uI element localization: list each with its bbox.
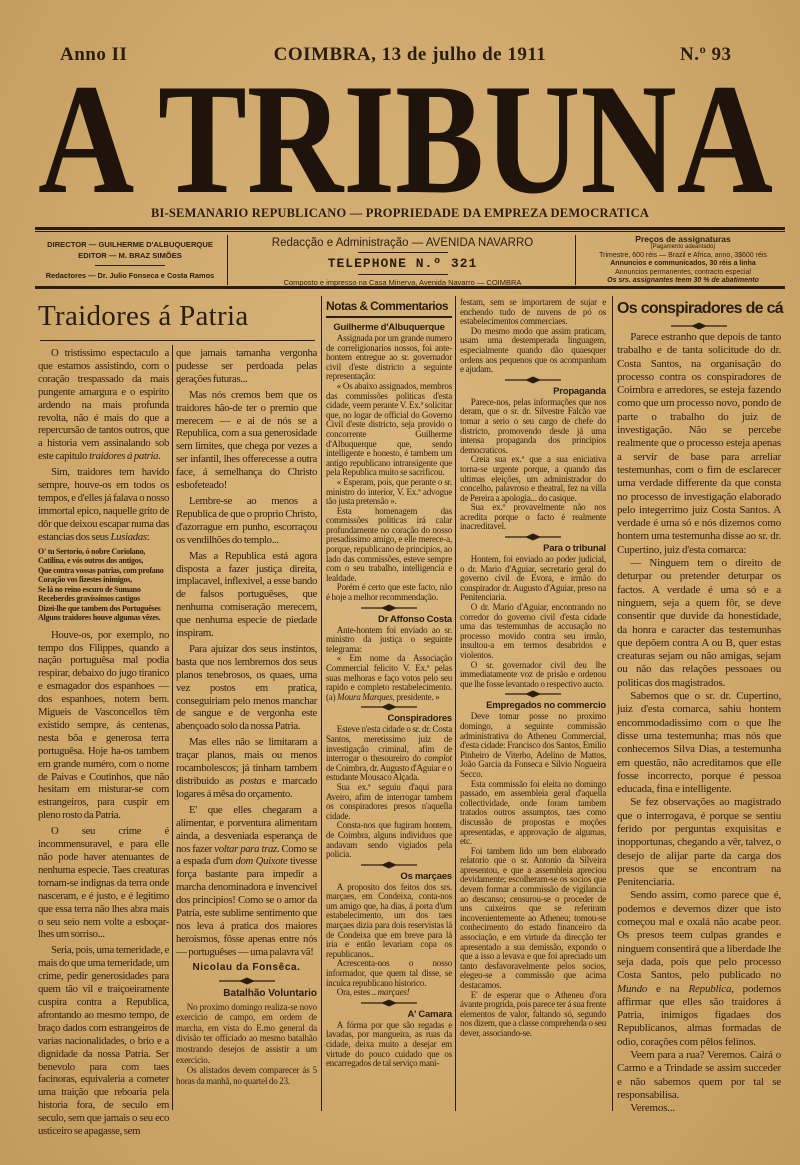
newspaper-subtitle: BI-SEMANARIO REPUBLICANO — PROPRIEDADE DA EMPREZA DEMOCRATICA <box>150 206 650 220</box>
paragraph <box>617 796 781 889</box>
text-run: Os alistados devem comparecer ás 5 horas da manhã, no quartel do 23. <box>176 1065 317 1086</box>
article-heading: A' Camara <box>407 1008 452 1020</box>
article-heading: Dr Affonso Costa <box>378 613 452 625</box>
column-rule <box>612 296 613 1111</box>
newspaper-title <box>38 72 773 197</box>
paragraph <box>326 583 452 602</box>
verse-line: Coração vos fizestes inimigos, <box>38 575 132 585</box>
italic-text: voltar para traz <box>214 842 277 855</box>
ornament-divider-icon <box>460 689 606 699</box>
paragraph <box>326 959 452 988</box>
column-rule <box>455 296 456 1111</box>
section-title: Notas & Commentarios <box>326 298 452 318</box>
paragraph <box>176 804 317 959</box>
text-run: Lembre-se ao menos a Republica de que o proprio Christo, d'azorrague em punho, escorraçou os vendilhões do templo... <box>176 494 317 546</box>
subscription-prices: Trimestre, 600 réis — Brazil e Africa, anno, 3$600 réis <box>599 251 767 259</box>
text-run: que jamais tamanha vergonha pudesse ser perdoada pelas gerações futuras... <box>176 347 317 385</box>
text-run: E' que elles chegaram a alimentar, e porventura alimentam ainda, a desveniada esperança de nos fazer <box>176 803 317 855</box>
verse-line: Se lá no reino escuro de Sumano <box>38 584 141 594</box>
article-heading: Os marçaes <box>400 870 452 882</box>
text-run: Deve tomar posse no proximo domingo, a seguinte commissão administrativa do Atheneu Commercial, d'esta cidade: Francisco dos Santos, Emilio Pinheiro de Viterbo, Adelino de Mattos, João Garcia da Fonseca e Silvio Nogueira Secco. <box>460 711 606 779</box>
text-run: , presidente. » <box>392 691 440 702</box>
paragraph <box>617 331 781 557</box>
paragraph <box>176 347 317 386</box>
paragraph <box>460 991 606 1039</box>
verse-line: Catilina, e vós outros dos antigos, <box>38 556 144 566</box>
text-run: Sim, traidores tem havido sempre, houve-os em todos os tempos, e d'elles já falava o nosso immortal epico, naquelle grito de dôr que deixou escapar numa das estancias dos seus <box>38 466 169 543</box>
text-run: , podemos affirmar que elles são traidores á Patria, inimigos figadaes dos Republicanos, almas formadas de odio, corações com pêlos felinos. <box>617 982 781 1048</box>
payment-note: (Pagamento adeantado) <box>650 244 716 251</box>
paragraph <box>176 736 317 801</box>
paragraph <box>38 466 169 543</box>
paragraph <box>326 1021 452 1069</box>
paragraph <box>460 555 606 603</box>
text-run: . Como se a espada d'um <box>176 842 317 868</box>
text-run: Foi tambem lido um bem elaborado relatorio que o sr. Antonio da Silveira apresentou, e que a assembleia apreciou devidamente; escolheram-se os socios que devem formar a commissão de vigilancia ao descanso; censurou-se o proceder de uns caixeiros que se referiram incovenientemente ao Atheneu; tomou-se conhecimento do estado financeiro da associação, e em virtude da direcção ter apresentado a sua demissão, expondo o que a isso a levava e que foi apreciado um tanto desfavoravelmente pelos socios, elegeu-se a commissão que acima destacamos. <box>460 845 606 990</box>
text-run: Mas a Republica está agora disposta a fazer justiça direita, implacavel, inflexivel, a esse bando de falsos portuguêses, que nenhuma comiseração merecem, que nenhuma especie de piedade inspiram. <box>176 549 317 640</box>
paragraph <box>326 883 452 960</box>
text-run: Sabemos que o sr. dr. Cupertino, juiz d'esta comarca, sahiu hontem encommodadissimo com o que lhe disse uma testemunha; mas nós que conhecemos Silva Dias, a testemunha em questão, não acreditamos que elle fosse incorrecto, porque é pessoa educada, fina e intelligente. <box>617 690 781 796</box>
text-run: Sendo assim, como parece que é, podemos e devemos dizer que isto começou mal e oxalá não acabe peor. Os presos teem culpas grandes e ninguem consentirá que a liberdade lhe seja dada, pois que pelo processo Costa Santos, pelo publicado no <box>617 889 781 982</box>
italic-text: marçaes! <box>377 987 410 998</box>
column-rule <box>321 296 322 1111</box>
text-run: de Coimbra, dr. Augusto d'Aguiar e o estudante Mousaco Alçada. <box>326 762 452 783</box>
paragraph <box>460 455 606 503</box>
newspaper-title-text: A TRIBUNA <box>38 72 773 197</box>
director-line: DIRECTOR — GUILHERME D'ALBUQUERQUE <box>47 240 213 249</box>
italic-text: Republica <box>688 982 732 995</box>
paragraph <box>326 626 452 655</box>
ornament-divider-icon <box>326 702 452 712</box>
text-run: e na <box>647 982 689 995</box>
text-run: E' de esperar que o Atheneu d'ora ávante progrida, pois parece ter á sua frente elementos de valor, faltando só, segundo nos dizem, que a classe comprehenda o seu dever, associando-se. <box>460 989 606 1038</box>
paragraph <box>460 603 606 661</box>
article-heading: Batalhão Voluntario <box>223 987 317 999</box>
text-run: O dr. Mario d'Aguiar, encontrando no corredor do governo civil d'esta cidade uma das testemunhas de accusação no processo movido contra seu irmão, insultou-a em termos desabridos e violentos. <box>460 602 606 660</box>
text-run: Esta commissão foi eleita no domingo passado, em assembleia geral d'aquella collectividade, onde foram tambem tratados outros assumptos, taes como discussão de propostas e moções apresentadas, e approvação de algumas, etc. <box>460 778 606 847</box>
text-run: O tristissimo espectaculo a que estamos assistindo, com o coração trespassado da mais pungente amargura e o espirito ardendo na mais profunda revolta, não é mais do que a repercursão de tantos outros, que a historia vem assinalando sob este capitulo <box>38 347 169 463</box>
ad-prices: Annuncios e communicados, 30 réis a linha <box>610 260 756 268</box>
paragraph <box>326 725 452 783</box>
dateline: COIMBRA, 13 de julho de 1911 <box>273 44 547 65</box>
divider-line <box>358 252 448 253</box>
ornament-divider-icon <box>460 532 606 542</box>
text-run: « Em nome da Associação Commercial felicito V. Ex.ª pelas suas melhoras e faço votos pelo seu rapido e completo restabelecimento. (a) <box>326 653 452 702</box>
paragraph <box>326 334 452 382</box>
verse-line: O' tu Sertorio, ó nobre Coriolano, <box>38 546 146 556</box>
text-run: Porém é certo que este facto, não é hoje a melhor recommendação. <box>326 582 452 603</box>
text-run: Ora, estes .. <box>336 987 378 998</box>
article-headline: Os conspiradores de cá <box>617 300 784 317</box>
text-run: . <box>158 450 161 463</box>
ornament-divider-icon <box>460 375 606 385</box>
paragraph <box>617 889 781 1049</box>
text-run: O sr. governador civil deu lhe immediatamente voz de prisão e ordenou que lhe fosse levantado o respectivo aucto. <box>460 659 606 689</box>
rule <box>40 340 315 341</box>
address-box <box>230 234 575 286</box>
text-run: festam, sem se importarem de sujar e enchendo tudo de nuvens de pó os estabelecimentos commerciaes. <box>460 297 606 327</box>
author-signature: Nicolau da Fonsêca. <box>192 961 301 973</box>
paragraph <box>176 389 317 492</box>
text-run: Creia sua ex.ª que a sua eniciativa torna-se urgente porque, a quando das ultimas eleições, um administrador do concelho, palavroso e theatral, fez na villa de Pereira a apologia... do casique. <box>460 454 606 503</box>
article-heading: Guilherme d'Albuquerque <box>333 322 445 333</box>
article-heading: Conspiradores <box>387 713 452 725</box>
paragraph <box>176 495 317 547</box>
text-run: Sua ex.ª provavelmente não nos acredita porque o facto é realmente inacreditavel. <box>460 502 606 532</box>
italic-text: traidores á patria <box>89 450 159 463</box>
text-run: Para ajuizar dos seus instintos, basta que nos lembremos dos seus planos tenebrosos, os quaes, uma vez postos em pratica, conseguiriam pelo menos manchar de sangue e de vergonha este abençoado solo da nossa Patria. <box>176 642 317 733</box>
paragraph <box>176 550 317 640</box>
text-run: Mas elles não se limitaram a traçar planos, mais ou menos rocambolescos; já tinham tambem distribuido as <box>176 736 317 787</box>
editors-line: Redactores — Dr. Julio Fonseca e Costa Ramos <box>45 271 215 280</box>
paragraph <box>326 382 452 478</box>
rule <box>35 231 785 232</box>
ornament-divider-icon <box>326 998 452 1008</box>
paragraph <box>617 1049 781 1102</box>
text-run: Se fez observações ao magistrado que o interrogava, é porque se sentiu ferido por perguntas exquisitas e inopportunas, chegando a vêr, talvez, o desejo de alijar parte da carga dos presos que se encontram na Penitenciaria. <box>617 796 781 889</box>
paragraph <box>176 643 317 733</box>
text-run: Esta homenagem das commissões politicas irá calar profundamente no coração do nosso presadissimo amigo, e elle merece-a, porque, republicano de principios, ao lado das commissões, esteve sempre com o seu trabalho, intelligencia e lealdade. <box>326 505 452 583</box>
paragraph <box>617 557 781 690</box>
subscription-title: Preços de assignaturas <box>635 234 731 244</box>
column-2 <box>176 347 317 1086</box>
italic-text: Mundo <box>617 982 648 995</box>
ornament-divider-icon <box>176 976 317 986</box>
rule <box>35 227 785 230</box>
text-run: Veremos... <box>630 1102 675 1115</box>
column-1 <box>38 347 169 1141</box>
verse-line: Que contra vossas patrias, com profano <box>38 565 164 575</box>
paragraph <box>38 825 169 941</box>
paragraph <box>38 347 169 463</box>
column-rule <box>172 345 173 1110</box>
paragraph <box>460 847 606 991</box>
text-run: A fórma por que são regadas e lavadas, por mangueira, as ruas da cidade, deixa muito a desejar em virtude do pouco cuidado que os encarregados de tal serviço mani- <box>326 1019 452 1069</box>
article-heading: Propaganda <box>553 385 606 397</box>
text-run: Parece estranho que depois de tanto trabalho e de tanta solicitude do dr. Costa Santos, na organisação do processo contra os conspiradores de Coimbra e arredores, se esteja fazendo como que um processo novo, pondo de parte o trabalho do juiz de investigação. Não se percebe realmente que o processo esteja apenas a servir de base para arreliar testemunhas, com o fim de esclarecer uma verdade differente da que consta no processo de investigação elaborado pelo integerrimo juiz Costa Santos. A verdade é uma só e nós dizemos como hontem uma testemunha disse ao sr. dr. Cupertino, juiz d'esta comarca: <box>617 331 781 556</box>
italic-text: Lusiadas <box>110 530 147 543</box>
ornament-divider-icon <box>326 603 452 613</box>
italic-text: postas <box>239 775 266 787</box>
issue-number: N.º 93 <box>680 44 732 65</box>
paragraph <box>176 1002 317 1066</box>
ornament-divider-icon <box>617 321 781 331</box>
italic-text: dom Quixote <box>235 855 288 868</box>
verse-line: Dizei-lhe que tambem dos Portuguêses <box>38 603 161 613</box>
column-5 <box>617 298 784 1116</box>
verse-line: Receberdes gravissimos castigos <box>38 594 141 604</box>
article-heading: Para o tribunal <box>543 543 606 555</box>
paragraph <box>38 629 169 823</box>
paragraph <box>326 478 452 507</box>
text-run: A proposito dos feitos dos srs. marçaes, em Condeixa, conta-nos um amigo que, ha dias, á porta d'um estabelecimento, um dos taes marçaes dizia para dois reservistas lá de Condeixa que em breve para lá iria e então levariam copa os republicanos.. <box>326 881 452 959</box>
text-run: Parece-nos, pelas informações que nos deram, que o sr. dr. Silvestre Falcão vae tomar a serio o seu cargo de chefe do districto, promovendo desde já uma intensa propaganda dos principios democraticos. <box>460 396 606 455</box>
text-run: Esteve n'esta cidade o sr. dr. Costa Santos, meretissimo juiz de investigação criminal, afim de interrogar o thesoureiro do <box>326 724 452 764</box>
divider-line <box>95 265 165 266</box>
column-3 <box>326 298 452 1069</box>
text-run: « Esperam, pois, que perante o sr. ministro do interior, V. Ex.ª advogue tão justa pretensão ». <box>326 476 452 507</box>
lead-article-headline: Traidores á Patria <box>38 300 249 332</box>
paragraph <box>617 690 781 796</box>
volume-label: Anno II <box>60 44 128 65</box>
printer-line: Composto e impresso na Casa Minerva, Avenida Navarro — COIMBRA <box>283 278 522 287</box>
staff-box <box>35 234 225 286</box>
italic-text: complot <box>424 753 452 764</box>
text-run: Acrescenta-nos o nosso informador, que quem tal disse, se inculca republicano historico. <box>326 958 452 988</box>
text-run: Mas nós cremos bem que os traidores hão-de ter o premio que merecem — e ai de nós se a Republica, com a sua generosidade sem limites, que chega por vezes a ser infantil, lhes offerecesse a outra face, á semelhança do Christo esbofeteado! <box>176 388 317 492</box>
rule <box>575 235 576 285</box>
paragraph <box>617 1102 781 1115</box>
text-run: — Ninguem tem o direito de deturpar ou pretender deturpar os factos. A verdade é uma só e a ninguem, seja a quem fôr, se deve consentir que duvide da honestidade, da honra e caracter das testemunhas que depõem contra A ou B, quer estas creaturas sejam ou não amigas, sejam ou não das relações pessoaes ou politicas dos magistrados. <box>617 557 781 689</box>
telephone-line: TELEPHONE N.º 321 <box>327 256 478 271</box>
paragraph <box>460 503 606 532</box>
paragraph <box>326 654 452 702</box>
text-run: : <box>146 530 150 543</box>
text-run: Do mesmo modo que assim praticam, usam uma destemperada linguagem, especialmente quando dão quaesquer ordens aos pequenos que os acompanham e ajudam. <box>460 325 606 375</box>
text-run: Hontem, foi enviado ao poder judicial, o dr. Mario d'Aguiar, secretario geral do governo civil de Evora, e irmão do conspirador dr. Augusto d'Aguiar, preso na Penitenciaria. <box>460 554 606 603</box>
text-run: Ante-hontem foi enviado ao sr. ministro da justiça o seguinte telegrama: <box>326 624 452 654</box>
paragraph <box>326 988 452 998</box>
text-run: e marcado logares á mêsa do orçamento. <box>176 775 318 800</box>
paragraph <box>326 783 452 821</box>
paragraph <box>460 398 606 456</box>
paragraph <box>460 661 606 690</box>
column-4 <box>460 298 606 1039</box>
text-run: Sua ex.ª seguiu d'aqui para Aveiro, afim de interrogar tambem os conspiradores presos n'aquella cidade. <box>326 781 452 821</box>
text-run: Houve-os, por exemplo, no tempo dos Filippes, quando a nação portuguêsa mal podia respirar, debaixo do jugo tiranico e esmagador dos espanhoes — dos espanhoes, notem bem. Migueis de Vasconcellos têm existido sempre, ás centenas, nesta bôa e generosa terra portuguêsa. Hoje ha-os tambem em grande numéro, com o nome de Paivas e Coutinhos, que não hesitam em misturar-se com estrangeiros, para cuspir em pleno rosto da Patria. <box>38 628 169 822</box>
paragraph <box>460 712 606 779</box>
verse-line: Alguns traidores houve algumas vêzes. <box>38 613 161 623</box>
text-run: « Os abaixo assignados, membros das commissões politicas d'esta cidade, veem perante V. Ex.ª solicitar que, no logar de official do Governo Civil d'este districto, seja provido o concorrente Guilherme d'Albuquerque que, sendo intelligente e honesto, é tambem um antigo republicano intransigente que pela Republica muito se sacrificou. <box>326 380 452 478</box>
text-run: Veem para a rua? Veremos. Cairá o Carmo e a Trindade se assim succeder e não sabemos quem por tal se responsabilisa. <box>617 1049 781 1101</box>
paragraph <box>326 507 452 584</box>
paragraph <box>38 944 169 1138</box>
discount-note: Os srs. assignantes teem 30 % de abatimento <box>607 277 759 285</box>
paragraph <box>460 780 606 847</box>
paragraph <box>326 821 452 859</box>
article-heading: Empregados no commercio <box>486 700 606 712</box>
rule <box>227 235 228 285</box>
paragraph <box>460 298 606 327</box>
text-run: Consta-nos que fugiram hontem, de Coimbra, alguns individuos que andavam sendo vigiados pela policia. <box>326 820 452 860</box>
subscription-box <box>578 234 788 286</box>
poem-quote <box>38 547 169 623</box>
paragraph <box>176 1065 317 1086</box>
italic-text: Moura Marques <box>337 691 393 702</box>
text-run: Assignada por um grande numero de correligionarios nossos, foi ante-hontem entregue ao sr. governador civil d'este districto a seguinte representação: <box>326 333 452 382</box>
paragraph <box>460 327 606 375</box>
address-line: Redacção e Administração — AVENIDA NAVARRO <box>271 237 534 249</box>
text-run: No proximo domingo realiza-se novo exercicio de campo, em ordem de marcha, em vista do E.mo general da divisão ter officiado ao mesmo batalhão mostrando desejos de assistir a um exercicio. <box>176 1001 317 1065</box>
editor-line: EDITOR — M. BRAZ SIMÕES <box>78 251 182 260</box>
text-run: O seu crime é incommensuravel, e para elle não pode haver atenuantes de nenhuma especie. Taes creaturas tornam-se indignas da terra onde nasceram, e é justo, e é legitimo que essa terra não lhes abra mais o seu seio nem volte a esboçar-lhes um sorriso... <box>38 825 169 941</box>
text-run: tivesse força bastante para impedir a marcha denominadora e invencivel dos principios! Como se o amor da Patria, este sublime sentimento que nos leva á pratica dos maiores heroismos, fôsse apenas entre nós — portuguêses — uma palavra vã! <box>176 855 317 958</box>
permanent-ads: Annuncios permanentes, contracto especial <box>615 268 751 276</box>
text-run: Seria, pois, uma temeridade, e mais do que uma temeridade, um crime, pedir generosidades para quem tão vil e traiçoeiramente cuspira contra a Republica, afrontando ao mesmo tempo, de braço dados com estrangeiros de varias nacionalidades, o brio e a dignidade da nossa Patria. Ser benevolo para com taes facinoras, equivaleria a cometer uma traição que reboaria pela historia fora, de seculo em seculo, sem que jamais o seu eco usticeiro se apagasse, sem <box>38 944 169 1138</box>
ornament-divider-icon <box>326 860 452 870</box>
divider-line <box>358 274 448 275</box>
